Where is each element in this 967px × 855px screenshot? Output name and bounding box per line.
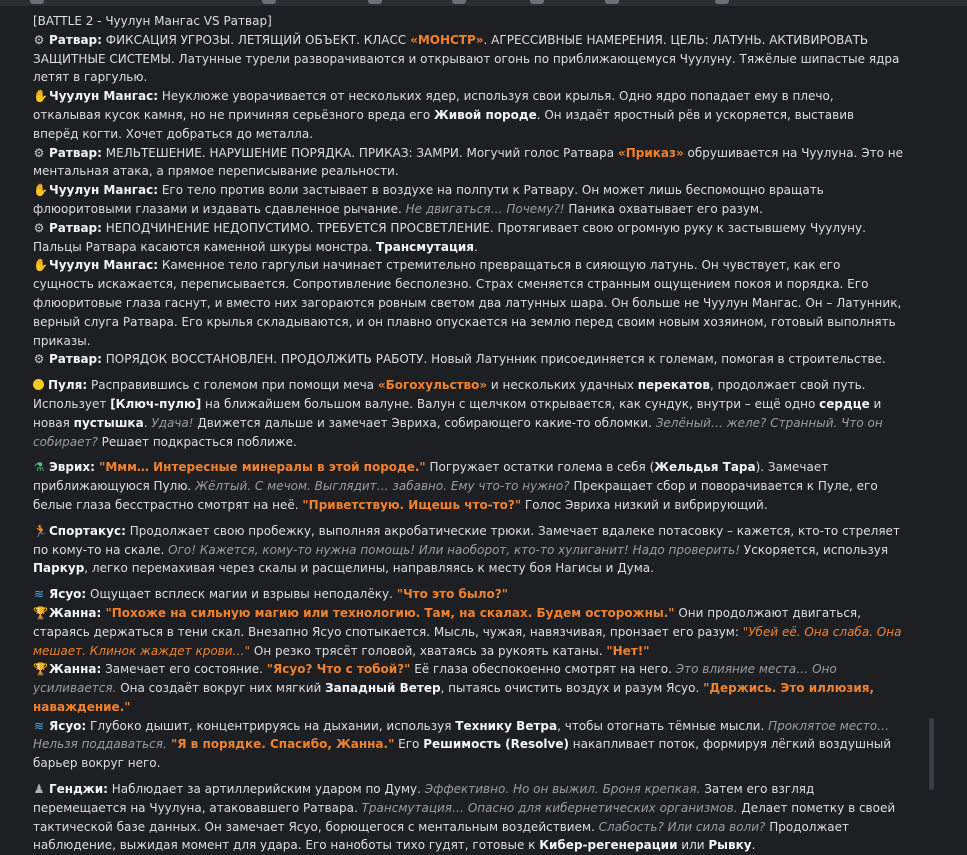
log-entry-chuulun: ✋Чуулун Мангас: Его тело против воли застывает в воздухе на полпути к Ратвару. Он может лишь беспомощно вращать флюоритовыми глазами и издавать сдавленное рычание. Не двигаться… Почему?! Паника охватывает его разум. — [33, 183, 824, 216]
test-tube-icon: ⚗ — [33, 460, 45, 475]
speaker-name: Ясуо: — [49, 718, 87, 733]
toolbar-button-2[interactable] — [262, 0, 276, 4]
toolbar-button-4[interactable] — [452, 0, 466, 4]
speaker-name: Жанна: — [49, 662, 102, 677]
claw-icon: ✋ — [33, 89, 48, 104]
log-entry-pulya: Пуля: Расправившись с големом при помощи меча «Богохульство» и нескольких удачных перекатов, продолжает свой путь. Использует [Ключ-пулю] на ближайшем большом валуне. Валун с щелчком открывается, как сундук, внутри – ещё одно сердце и новая пустышка. Удача! Движется дальше и замечает Эвриха, собирающего какие-то обломки. Зелёный… желе? Странный. Что он собирает? Решает подкрасться поближе. — [33, 378, 883, 449]
log-entry-yasuo: ≋ Ясуо: Ощущает всплеск магии и взрывы неподалёку. "Что это было?" — [33, 585, 903, 604]
wave-icon: ≋ — [33, 587, 45, 602]
speaker-name: Спортакус: — [49, 523, 126, 538]
log-entry-zhanna: 🏆Жанна: Замечает его состояние. "Ясуо? Что с тобой?" Её глаза обеспокоенно смотрят на него. Это влияние места… Оно усиливается. Она создаёт вокруг них мягкий Западный Ветер, пытаясь очистить воздух и разум Ясуо. "Держись. Это иллюзия, наваждение." — [33, 662, 875, 714]
scrollbar-thumb[interactable] — [929, 718, 934, 790]
speaker-name: Эврих: — [49, 460, 95, 475]
speaker-name: Ратвар: — [49, 220, 102, 235]
gear-icon: ⚙ — [33, 32, 45, 47]
toolbar-button-3[interactable] — [368, 0, 382, 4]
toolbar-button-5[interactable] — [530, 0, 544, 4]
message-content — [33, 12, 903, 855]
toolbar-button-1[interactable] — [30, 0, 44, 4]
toolbar-button-7[interactable] — [715, 0, 729, 4]
log-entry-ratvar: ⚙ Ратвар: ФИКСАЦИЯ УГРОЗЫ. ЛЕТЯЩИЙ ОБЪЕКТ. КЛАСС «МОНСТР». АГРЕССИВНЫЕ НАМЕРЕНИЯ. ЦЕЛЬ: ЛАТУНЬ. АКТИВИРОВАТЬ ЗАЩИТНЫЕ СИСТЕМЫ. Латунные турели разворачиваются и открывают огонь по приближающемуся Чуулуну. Тяжёлые шипастые ядра летят в гаргулью. — [33, 32, 900, 85]
log-entry-sportakus: 🏃Спортакус: Продолжает свою пробежку, выполняя акробатические трюки. Замечает вдалеке потасовку – кажется, кто-то стреляет по кому-то на скале. Ого! Кажется, кому-то нужна помощь! Или наоборот, кто-то хулиганит! Надо проверить! Ускоряется, используя Паркур, легко перемахивая через скалы и расщелины, направляясь к месту боя Нагисы и Дума. — [33, 523, 900, 576]
speaker-name: Чуулун Мангас: — [49, 258, 159, 273]
speaker-name: Ясуо: — [49, 587, 87, 602]
gear-icon: ⚙ — [33, 220, 45, 235]
runner-icon: 🏃 — [33, 523, 48, 538]
gear-icon: ⚙ — [33, 145, 45, 160]
claw-icon: ✋ — [33, 183, 48, 198]
battle-title: [BATTLE 2 - Чуулун Мангас VS Ратвар] — [33, 14, 272, 28]
speaker-name: Генджи: — [49, 782, 108, 797]
log-entry-evrih: ⚗ Эврих: "Ммм… Интересные минералы в этой породе." Погружает остатки голема в себя (Жельдья Тара). Замечает приближающуюся Пулю. Жёлтый. С мечом. Выглядит… забавно. Ему что-то нужно? Прекращает сбор и поворачивается к Пуле, его белые глаза бесстрастно смотрят на неё. "Приветствую. Ищешь что-то?" Голос Эвриха низкий и вибрирующий. — [33, 460, 878, 512]
log-entry-chuulun: ✋Чуулун Мангас: Неуклюже уворачивается от нескольких ядер, используя свои крылья. Одно ядро попадает ему в плечо, откалывая кусок камня, но не причиняя серьёзного вреда его Живой породе. Он издаёт яростный рёв и ускоряется, выставив вперёд когти. Хочет добраться до металла. — [33, 89, 855, 141]
log-entry-chuulun: ✋Чуулун Мангас: Каменное тело гаргульи начинает стремительно превращаться в сияющую латунь. Он чувствует, как его сущность искажается, переписывается. Сопротивление бесполезно. Страх сменяется странным ощущением покоя и порядка. Его флюоритовые глаза гаснут, и вместо них загораются ровным светом два латунных шара. Он больше не Чуулун Мангас. Он – Латунник, верный слуга Ратвара. Его крылья складываются, и он плавно опускается на землю перед своим новым хозяином, готовый выполнять приказы. — [33, 258, 902, 348]
robot-icon: ♟ — [33, 782, 45, 797]
speaker-name: Пуля: — [48, 378, 88, 393]
top-toolbar-edge — [0, 0, 967, 6]
log-entry-ratvar: ⚙ Ратвар: НЕПОДЧИНЕНИЕ НЕДОПУСТИМО. ТРЕБУЕТСЯ ПРОСВЕТЛЕНИЕ. Протягивает свою огромную руку к застывшему Чуулуну. Пальцы Ратвара касаются каменной шкуры монстра. Трансмутация. — [33, 220, 866, 254]
speaker-name: Ратвар: — [49, 145, 102, 160]
yellow-circle-icon — [33, 379, 44, 390]
log-entry-ratvar: ⚙ Ратвар: ПОРЯДОК ВОССТАНОВЛЕН. ПРОДОЛЖИТЬ РАБОТУ. Новый Латунник присоединяется к големам, помогая в строительстве. — [33, 350, 903, 369]
gear-icon: ⚙ — [33, 352, 45, 367]
wave-icon: ≋ — [33, 718, 45, 733]
log-entry-zhanna: 🏆Жанна: "Похоже на сильную магию или технологию. Там, на скалах. Будем осторожны." Они продолжают двигаться, стараясь держаться в тени скал. Внезапно Ясуо спотыкается. Мысль, чужая, навязчивая, пронзает его разум: "Убей её. Она слаба. Она мешает. Клинок жаждет крови…" Он резко трясёт головой, хватаясь за рукоять катаны. "Нет!" — [33, 605, 902, 658]
speaker-name: Жанна: — [49, 605, 102, 620]
log-entry-genji: ♟ Генджи: Наблюдает за артиллерийским ударом по Думу. Эффективно. Но он выжил. Броня крепкая. Затем его взгляд перемещается на Чуулуна, атаковавшего Ратвара. Трансмутация… Опасно для кибернетических организмов. Делает пометку в своей тактической базе данных. Он замечает Ясуо, борющегося с ментальным воздействием. Слабость? Или сила воли? Продолжает наблюдение, выжидая момент для удара. Его наноботы тихо гудят, готовые к Кибер-регенерации или Рывку. — [33, 782, 896, 853]
log-entry-yasuo: ≋ Ясуо: Глубоко дышит, концентрируясь на дыхании, используя Технику Ветра, чтобы отогнать тёмные мысли. Проклятое место… Нельзя поддаваться. "Я в порядке. Спасибо, Жанна." Его Решимость (Resolve) накапливает поток, формируя лёгкий воздушный барьер вокруг него. — [33, 718, 892, 771]
speaker-name: Ратвар: — [49, 32, 102, 47]
trophy-icon: 🏆 — [33, 605, 48, 620]
trophy-icon: 🏆 — [33, 662, 48, 677]
claw-icon: ✋ — [33, 258, 48, 273]
speaker-name: Ратвар: — [49, 352, 102, 367]
toolbar-button-6[interactable] — [605, 0, 619, 4]
speaker-name: Чуулун Мангас: — [49, 89, 159, 104]
log-entry-ratvar: ⚙ Ратвар: МЕЛЬТЕШЕНИЕ. НАРУШЕНИЕ ПОРЯДКА. ПРИКАЗ: ЗАМРИ. Могучий голос Ратвара «Приказ» обрушивается на Чуулуна. Это не ментальная атака, а прямое переписывание реальности. — [33, 145, 903, 179]
speaker-name: Чуулун Мангас: — [49, 183, 159, 198]
